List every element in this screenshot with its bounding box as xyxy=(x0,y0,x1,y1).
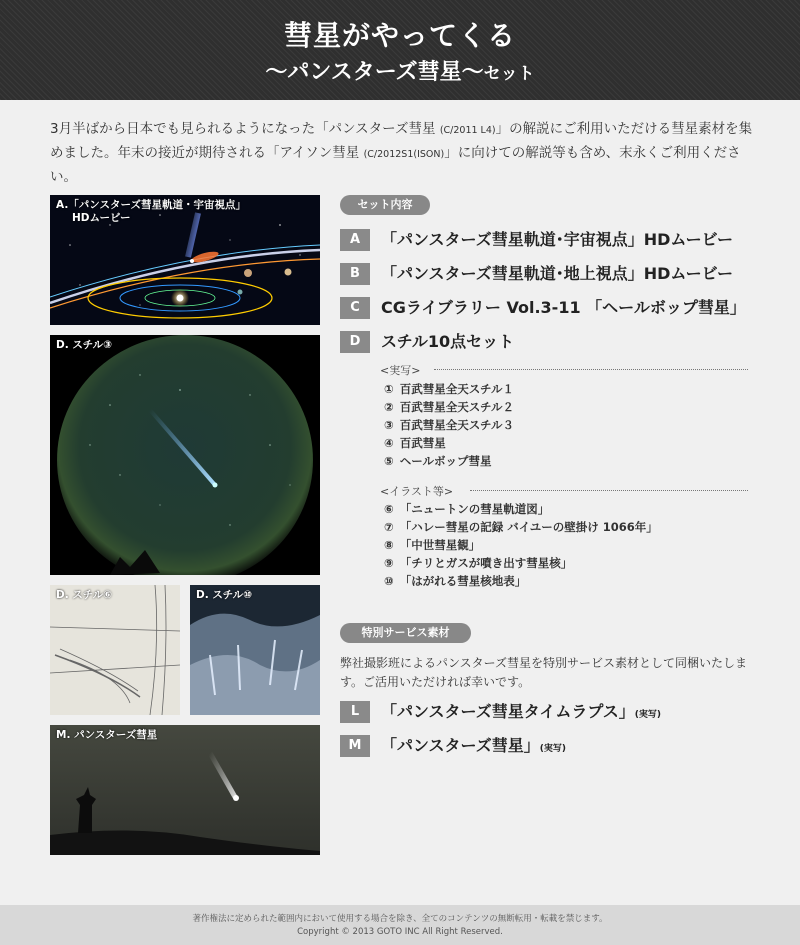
image-a-caption-line1: A.「パンスターズ彗星軌道・宇宙視点」 xyxy=(56,199,246,211)
page-subtitle xyxy=(0,55,800,86)
special-service-label: 特別サービス素材 xyxy=(340,623,471,643)
image-m-photo xyxy=(50,725,320,855)
intro-text xyxy=(50,118,762,189)
set-item-badge: B xyxy=(340,263,370,285)
set-contents-label: セット内容 xyxy=(340,195,430,215)
image-d3-caption: D. スチル③ xyxy=(56,339,113,351)
photo-item-title: 百武彗星全天スチル３ xyxy=(399,418,514,432)
image-d6-caption: D. スチル⑥ xyxy=(56,589,113,601)
illustration-item-title: 「ハレー彗星の記録 バイユーの壁掛け 1066年」 xyxy=(399,520,658,534)
photo-item-number: ⑤ xyxy=(384,454,394,468)
nucleus-illustration xyxy=(190,585,320,715)
illustration-item-number: ⑧ xyxy=(384,538,394,552)
special-item-tag: (実写) xyxy=(539,744,566,754)
photo-item xyxy=(384,418,514,432)
image-d10-caption: D. スチル⑩ xyxy=(196,589,253,601)
set-item-badge: D xyxy=(340,331,370,353)
special-service-description: 弊社撮影班によるパンスターズ彗星を特別サービス素材として同梱いたします。ご活用いただければ幸いです。 xyxy=(340,656,748,689)
illustration-item xyxy=(384,502,549,516)
intro-part-3: 」に向けての解説等も含め、末永くご利用ください。 xyxy=(50,145,741,185)
set-item-badge: A xyxy=(340,229,370,251)
photo-item-number: ① xyxy=(384,382,394,396)
image-a-caption-line2: HDムービー xyxy=(72,212,131,224)
photo-item xyxy=(384,400,514,414)
photo-item-title: ヘールボップ彗星 xyxy=(399,454,492,468)
photo-item-title: 百武彗星 xyxy=(399,436,446,450)
special-item-badge: L xyxy=(340,701,370,723)
footer-notice: 著作権法に定められた範囲内において使用する場合を除き、全てのコンテンツの無断転用・転載を禁じます。 xyxy=(192,914,608,924)
sky-photo xyxy=(50,335,320,575)
photo-item xyxy=(384,454,492,468)
special-item-text xyxy=(381,735,566,760)
intro-designation-1: (C/2011 L4) xyxy=(439,125,496,136)
intro-designation-2: (C/2012S1(ISON) xyxy=(363,149,445,160)
photo-item xyxy=(384,436,446,450)
illustration-item-number: ⑦ xyxy=(384,520,394,534)
special-item-text xyxy=(381,701,661,726)
set-item-text: スチル10点セット xyxy=(381,332,515,351)
illustration-item xyxy=(384,556,572,570)
illustration-item xyxy=(384,520,658,534)
page-footer xyxy=(0,905,800,945)
special-item-title: 「パンスターズ彗星タイムラプス」 xyxy=(381,702,635,721)
photo-item-title: 百武彗星全天スチル１ xyxy=(399,382,514,396)
subtitle-suffix: セット xyxy=(483,64,535,84)
intro-part-1: 3月半ばから日本でも見られるようになった「パンスターズ彗星 xyxy=(50,121,440,137)
special-item-title: 「パンスターズ彗星」 xyxy=(381,736,540,755)
comet-photo xyxy=(50,725,320,855)
illustration-item-title: 「中世彗星観」 xyxy=(399,538,481,552)
image-d3-still xyxy=(50,335,320,575)
image-a-caption xyxy=(56,199,246,225)
set-item-text: CGライブラリー Vol.3-11 「ヘールボップ彗星」 xyxy=(381,298,746,317)
set-item-text: 「パンスターズ彗星軌道･地上視点」HDムービー xyxy=(381,264,733,283)
photo-item-number: ④ xyxy=(384,436,394,450)
photo-item xyxy=(384,382,514,396)
image-a-orbit xyxy=(50,195,320,325)
photo-section-divider xyxy=(434,369,748,370)
photo-section-heading: <実写> xyxy=(380,364,421,377)
illustration-item-title: 「チリとガスが噴き出す彗星核」 xyxy=(399,556,573,570)
illustration-item xyxy=(384,538,480,552)
set-item-badge: C xyxy=(340,297,370,319)
photo-item-number: ③ xyxy=(384,418,394,432)
illustration-item-title: 「はがれる彗星核地表」 xyxy=(399,574,527,588)
page-title: 彗星がやってくる xyxy=(283,19,516,52)
photo-item-title: 百武彗星全天スチル２ xyxy=(399,400,514,414)
subtitle-main: ～パンスターズ彗星～ xyxy=(265,60,484,85)
image-d10-still xyxy=(190,585,320,715)
photo-item-number: ② xyxy=(384,400,394,414)
special-item-tag: (実写) xyxy=(634,710,661,720)
footer-copyright: Copyright © 2013 GOTO INC All Right Reserved. xyxy=(297,927,503,937)
set-item-text: 「パンスターズ彗星軌道･宇宙視点」HDムービー xyxy=(381,230,733,249)
special-item-badge: M xyxy=(340,735,370,757)
page-header xyxy=(0,0,800,100)
illustration-item xyxy=(384,574,526,588)
newton-drawing xyxy=(50,585,180,715)
illustration-item-title: 「ニュートンの彗星軌道図」 xyxy=(399,502,550,516)
illustration-section-divider xyxy=(470,490,748,491)
illustration-item-number: ⑩ xyxy=(384,574,394,588)
illustration-section-heading: <イラスト等> xyxy=(380,485,454,498)
illustration-item-number: ⑥ xyxy=(384,502,394,516)
intro-part-2: 」の解説にご利用いただける彗星素材を集めました。年末の接近が期待される「アイソン彗星 xyxy=(50,121,753,161)
image-m-caption: M. パンスターズ彗星 xyxy=(56,729,158,741)
illustration-item-number: ⑨ xyxy=(384,556,394,570)
image-d6-still xyxy=(50,585,180,715)
